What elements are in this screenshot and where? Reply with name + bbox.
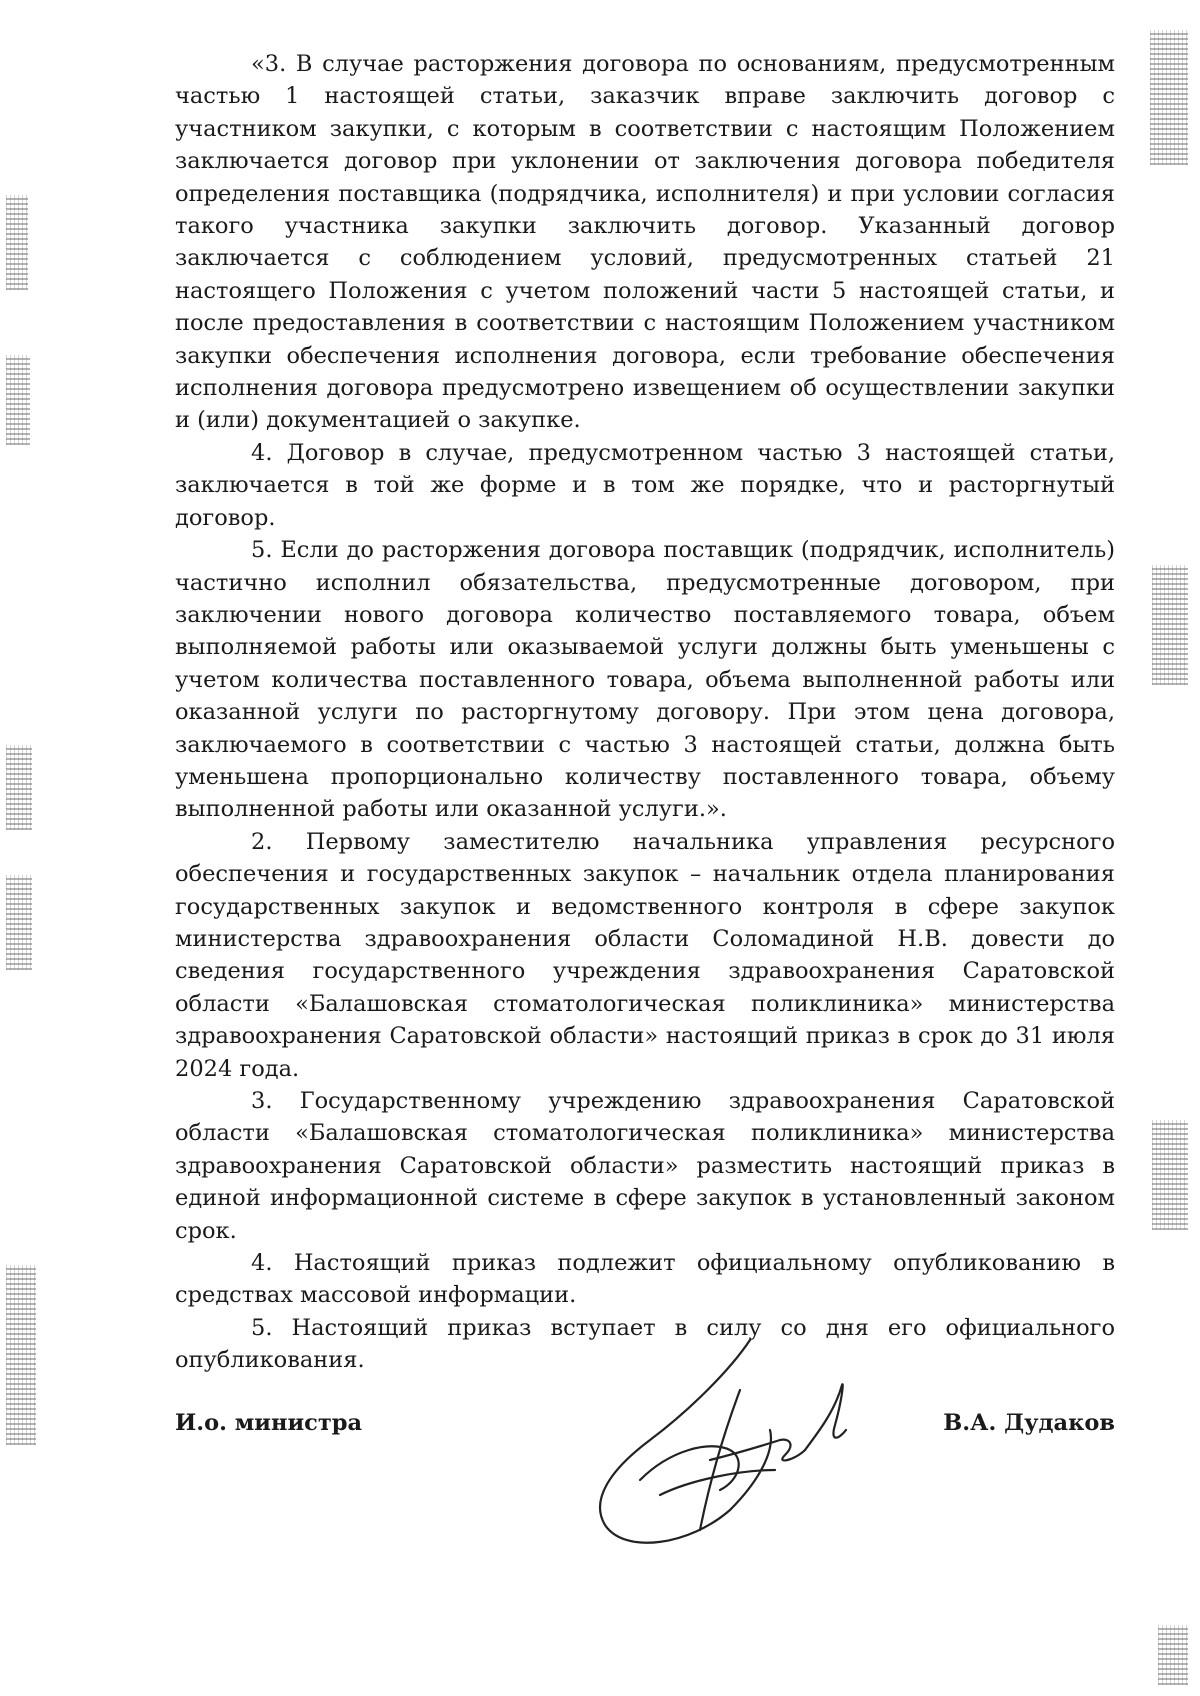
paragraph-order-5: 5. Настоящий приказ вступает в силу со дня его официального опубликования. [175,1314,1115,1374]
paragraph-article-3: «3. В случае расторжения договора по основаниям, предусмотренным частью 1 настоящей статьи, заказчик вправе заключить договор с участником закупки, с которым в соответствии с настоящим Положением заключается договор при уклонении от заключения договора победителя определения поставщика (подрядчика, исполнителя) и при условии согласия такого участника закупки заключить договор. Указанный договор заключается с соблюдением условий, предусмотренных статьей 21 настоящего Положения с учетом положений части 5 настоящей статьи, и после предоставления в соответствии с настоящим Положением участником закупки обеспечения исполнения договора, если требование обеспечения исполнения договора предусмотрено извещением об осуществлении закупки и (или) документацией о закупке. [175,51,1115,434]
scan-artifact-left-5 [6,1265,36,1445]
scan-artifact-right-low [1152,1120,1188,1230]
scan-artifact-left-1 [6,195,28,290]
scan-artifact-left-2 [6,355,30,445]
scan-artifact-right-bottom [1158,1625,1188,1685]
scan-artifact-right-mid [1152,565,1188,685]
scan-artifact-left-4 [6,875,32,970]
handwritten-signature-icon [580,1330,870,1560]
document-body [175,48,1115,1377]
paragraph-order-3: 3. Государственному учреждению здравоохранения Саратовской области «Балашовская стоматологическая поликлиника» министерства здравоохранения Саратовской области» разместить настоящий приказ в единой информационной системе в сфере закупок в установленный законом срок. [175,1088,1115,1244]
signatory-position: И.о. министра [175,1410,363,1436]
paragraph-article-5: 5. Если до расторжения договора поставщик (подрядчик, исполнитель) частично исполнил обязательства, предусмотренные договором, при заключении нового договора количество поставляемого товара, объем выполняемой работы или оказываемой услуги должны быть уменьшены с учетом количества поставленного товара, объема выполненной работы или оказанной услуги по расторгнутому договору. При этом цена договора, заключаемого в соответствии с частью 3 настоящей статьи, должна быть уменьшена пропорционально количеству поставленного товара, объему выполненной работы или оказанной услуги.». [175,537,1115,823]
scan-artifact-right-top [1150,30,1188,165]
paragraph-order-4: 4. Настоящий приказ подлежит официальному опубликованию в средствах массовой информации. [175,1250,1115,1309]
scan-artifact-left-3 [6,745,32,830]
paragraph-article-4: 4. Договор в случае, предусмотренном частью 3 настоящей статьи, заключается в той же форме и в том же порядке, что и расторгнутый договор. [175,439,1115,531]
paragraph-order-2: 2. Первому заместителю начальника управления ресурсного обеспечения и государственных закупок – начальник отдела планирования государственных закупок и ведомственного контроля в сфере закупок министерства здравоохранения области Соломадиной Н.В. довести до сведения государственного учреждения здравоохранения Саратовской области «Балашовская стоматологическая поликлиника» министерства здравоохранения Саратовской области» настоящий приказ в срок до 31 июля 2024 года. [175,828,1115,1082]
signatory-name: В.А. Дудаков [943,1410,1115,1436]
